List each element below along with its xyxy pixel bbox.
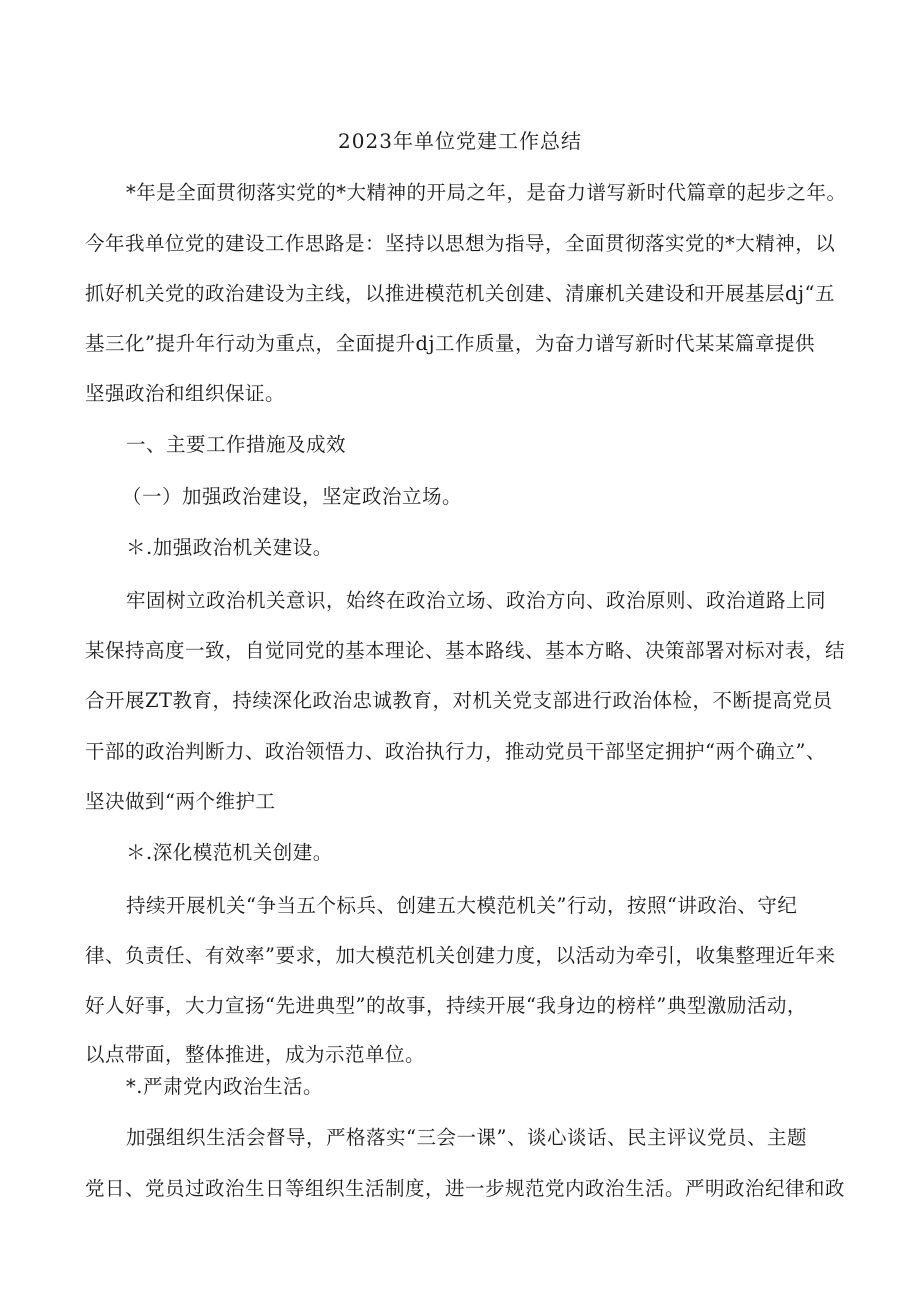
paragraph-line: 好人好事，大力宣扬“先进典型”的故事，持续开展“我身边的榜样”典型激励活动， (85, 994, 807, 1017)
paragraph-line: 合开展ZT教育，持续深化政治忠诚教育，对机关党支部进行政治体检，不断提高党员 (85, 689, 833, 712)
paragraph-line: 律、负责任、有效率”要求，加大模范机关创建力度，以活动为牵引，收集整理近年来 (85, 944, 836, 967)
paragraph-line: 某保持高度一致，自觉同党的基本理论、基本路线、基本方略、决策部署对标对表，结 (85, 639, 846, 662)
paragraph-line: 坚决做到“两个维护工 (85, 790, 276, 813)
paragraph-line: 今年我单位党的建设工作思路是：坚持以思想为指导，全面贯彻落实党的*大精神，以 (85, 232, 836, 255)
paragraph-line: 干部的政治判断力、政治领悟力、政治执行力，推动党员干部坚定拥护“两个确立”、 (85, 740, 826, 763)
paragraph-line: 基三化”提升年行动为重点，全面提升dj工作质量，为奋力谱写新时代某某篇章提供 (85, 332, 815, 355)
paragraph-line: 加强组织生活会督导，严格落实“三会一课”、谈心谈话、民主评议党员、主题 (126, 1126, 807, 1149)
paragraph-line: 抓好机关党的政治建设为主线，以推进模范机关创建、清廉机关建设和开展基层dj“五 (85, 282, 835, 305)
item-heading: *.严肃党内政治生活。 (126, 1075, 323, 1098)
subsection-heading: （一）加强政治建设，坚定政治立场。 (122, 485, 463, 508)
item-heading: ＊.深化模范机关创建。 (126, 841, 333, 864)
section-heading: 一、主要工作措施及成效 (126, 433, 347, 456)
paragraph-line: 坚强政治和组织保证。 (85, 382, 286, 405)
paragraph-line: 以点带面，整体推进，成为示范单位。 (85, 1043, 426, 1066)
paragraph-line: 持续开展机关“争当五个标兵、创建五大模范机关”行动，按照“讲政治、守纪 (126, 894, 798, 917)
item-heading: ＊.加强政治机关建设。 (126, 536, 333, 559)
paragraph-line: 党日、党员过政治生日等组织生活制度，进一步规范党内政治生活。严明政治纪律和政 (85, 1177, 846, 1200)
paragraph-line: *年是全面贯彻落实党的*大精神的开局之年，是奋力谱写新时代篇章的起步之年。 (126, 181, 847, 204)
paragraph-line: 牢固树立政治机关意识，始终在政治立场、政治方向、政治原则、政治道路上同 (126, 589, 827, 612)
document-title: 2023年单位党建工作总结 (338, 129, 582, 153)
